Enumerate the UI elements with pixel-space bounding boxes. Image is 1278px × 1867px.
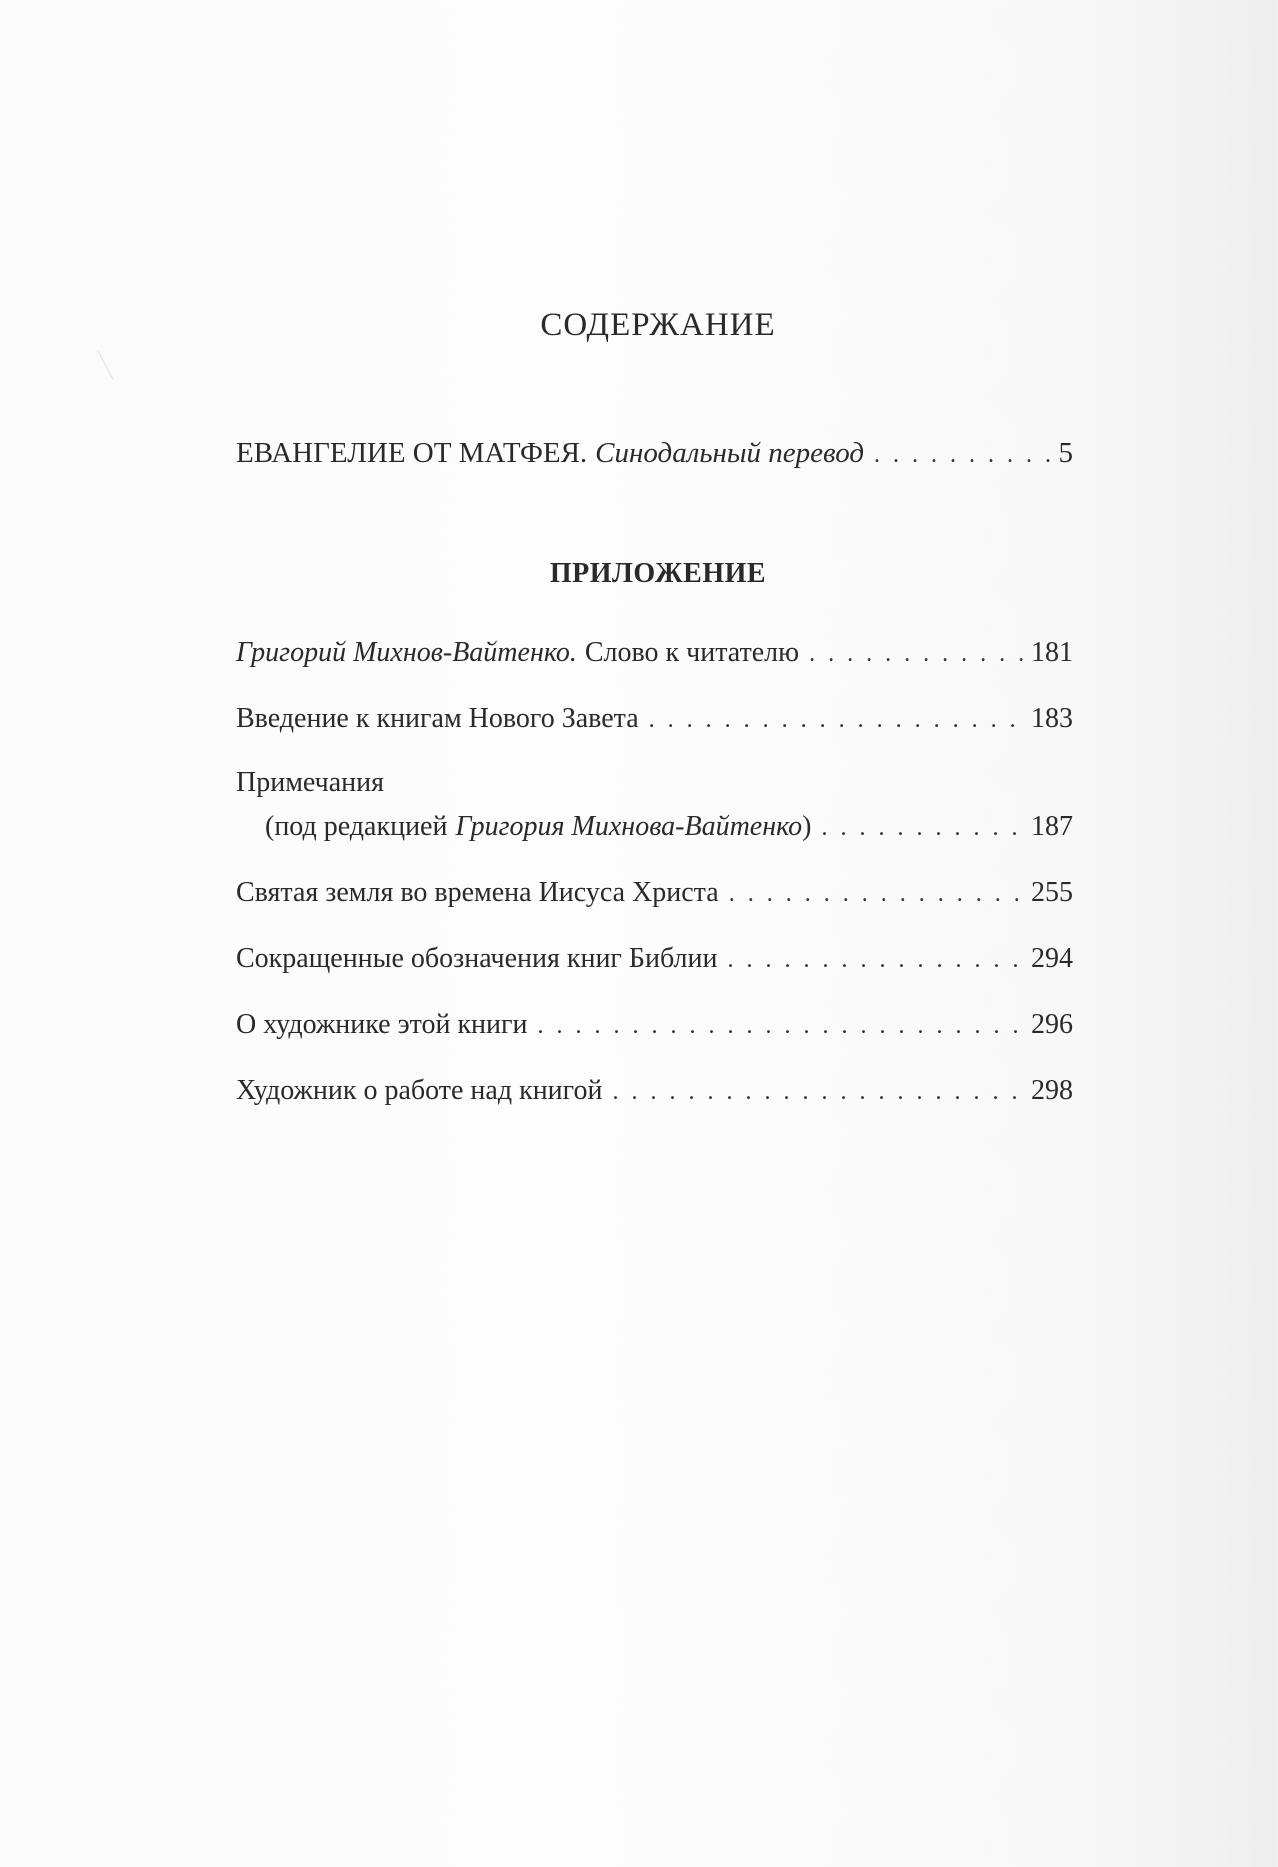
page-number: 298 — [1031, 1075, 1073, 1106]
entry-title: Слово к читателю — [584, 637, 800, 668]
toc-entry — [236, 636, 1073, 671]
page-number: 181 — [1031, 637, 1073, 668]
toc-entry — [236, 876, 1073, 911]
dot-leader — [822, 811, 1024, 845]
appendix-heading: ПРИЛОЖЕНИЕ — [549, 558, 767, 589]
dot-leader — [874, 438, 1050, 472]
contents-title: СОДЕРЖАНИЕ — [540, 307, 776, 343]
page-number: 294 — [1031, 943, 1073, 974]
entry-editor: Григория Михнова-Вайтенко — [455, 811, 803, 842]
toc-entry — [236, 942, 1073, 977]
toc-entry — [236, 1074, 1073, 1109]
page-number: 296 — [1031, 1009, 1073, 1040]
dot-leader — [649, 703, 1023, 737]
toc-entry — [236, 1008, 1073, 1043]
dot-leader — [538, 1009, 1024, 1043]
toc-entry-main — [236, 436, 1073, 472]
page-number: 183 — [1031, 703, 1073, 734]
entry-title: Святая земля во времена Иисуса Христа — [236, 877, 719, 908]
entry-author: Григорий Михнов-Вайтенко. — [236, 637, 577, 668]
toc-entry — [236, 702, 1073, 737]
page-number: 5 — [1058, 437, 1073, 469]
entry-title: ЕВАНГЕЛИЕ ОТ МАТФЕЯ. — [236, 437, 588, 469]
dot-leader — [729, 877, 1023, 911]
entry-title-line1: Примечания — [236, 767, 385, 798]
page-number: 255 — [1031, 877, 1073, 908]
dot-leader — [612, 1075, 1023, 1109]
dot-leader — [727, 943, 1023, 977]
entry-suffix: ) — [802, 811, 812, 842]
dot-leader — [809, 637, 1023, 671]
entry-title: Сокращенные обозначения книг Библии — [236, 943, 718, 974]
entry-title: Художник о работе над книгой — [236, 1075, 603, 1106]
entry-title: Введение к книгам Нового Завета — [236, 703, 639, 734]
page-mark — [98, 342, 130, 379]
entry-title: О художнике этой книги — [236, 1009, 528, 1040]
entry-subtitle: Синодальный перевод — [595, 437, 865, 469]
toc-entry — [265, 810, 1073, 845]
entry-prefix: (под редакцией — [265, 811, 448, 842]
page-number: 187 — [1031, 811, 1073, 842]
